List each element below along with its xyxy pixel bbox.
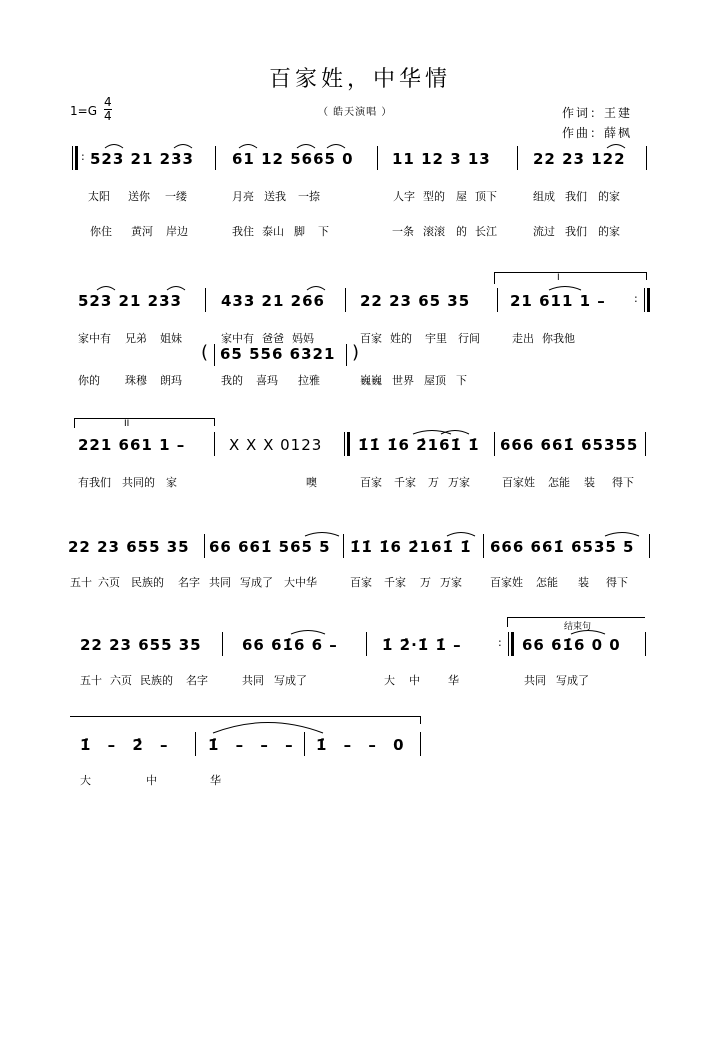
- barline: [646, 146, 647, 170]
- measure: 11 12 3 13: [392, 150, 491, 168]
- measure: 1̇ – – –: [208, 736, 299, 754]
- singer-note: （ 皓天演唱 ）: [318, 107, 393, 118]
- lyric: 你的: [78, 374, 100, 387]
- lyric: 民族的: [140, 674, 173, 687]
- volta-label: I: [557, 273, 560, 283]
- lyric: 装: [578, 576, 589, 589]
- lyric: 万家: [440, 576, 462, 589]
- lyric: 黄河: [131, 225, 153, 238]
- measure: 1̇ – – 0: [316, 736, 410, 754]
- lyric: 中: [409, 674, 420, 687]
- lyric: 巍巍: [360, 374, 382, 387]
- lyric: 万: [420, 576, 431, 589]
- barline: [205, 288, 206, 312]
- barline: [517, 146, 518, 170]
- coda-bracket: [70, 716, 420, 717]
- composer-credit: 作曲：薛枫: [562, 126, 633, 140]
- barline: [214, 432, 215, 456]
- lyric: 写成了: [240, 576, 273, 589]
- lyric: 华: [210, 774, 221, 787]
- lyric: 泰山: [262, 225, 284, 238]
- slur-mark: [606, 141, 626, 149]
- barline: [304, 732, 305, 756]
- slur-mark: [548, 283, 582, 291]
- lyric: 的家: [598, 190, 620, 203]
- alt-close-paren: ): [352, 342, 360, 363]
- lyric: 人字: [393, 190, 415, 203]
- lyric: 百家: [350, 576, 372, 589]
- barline: [649, 534, 650, 558]
- barline: [483, 534, 484, 558]
- lyric: 姐妹: [160, 332, 182, 345]
- song-title: 百家姓，中华情: [268, 67, 451, 92]
- lyric: 屋: [456, 190, 467, 203]
- measure: 1̇1̇ 1̇6 2̇161̇ 1̇: [358, 436, 480, 454]
- lyric: 千家: [394, 476, 416, 489]
- time-signature-top: 4: [104, 95, 112, 109]
- repeat-start-barline-thick: [75, 146, 78, 170]
- measure: 22 23 122: [533, 150, 626, 168]
- lyric: 百家姓: [502, 476, 535, 489]
- repeat-dots: :: [634, 292, 638, 305]
- lyric: 长江: [475, 225, 497, 238]
- lyric: 妈妈: [292, 332, 314, 345]
- barline: [497, 288, 498, 312]
- lyric: 共同: [242, 674, 264, 687]
- lyric: 民族的: [131, 576, 164, 589]
- barline: [195, 732, 196, 756]
- lyric: 家中有: [78, 332, 111, 345]
- lyric: 屋顶: [424, 374, 446, 387]
- lyric: 你住: [90, 225, 112, 238]
- repeat-dots: :: [81, 150, 85, 163]
- lyric: 一条: [392, 225, 414, 238]
- lyric: 大: [80, 774, 91, 787]
- slur-mark: [446, 529, 476, 537]
- lyric: 华: [448, 674, 459, 687]
- lyric: 的家: [598, 225, 620, 238]
- lyric: 得下: [606, 576, 628, 589]
- measure: 523 21 233: [90, 150, 194, 168]
- slur-mark: [570, 627, 606, 635]
- slur-mark: [104, 141, 124, 149]
- lyric: 六页: [98, 576, 120, 589]
- alt-barline: [346, 344, 347, 366]
- barline: [343, 534, 344, 558]
- lyric: 送我: [264, 190, 286, 203]
- lyric: 流过: [533, 225, 555, 238]
- volta-label: II: [124, 419, 130, 429]
- lyric: 姓的: [390, 332, 412, 345]
- lyric: 送你: [128, 190, 150, 203]
- volta-bracket: [494, 272, 646, 273]
- lyric: 我住: [232, 225, 254, 238]
- slur-mark: [296, 141, 316, 149]
- barline: [345, 288, 346, 312]
- lyric: 中: [146, 774, 157, 787]
- coda-label: 结束句: [564, 622, 592, 632]
- measure: 66 661̇ 565 5: [209, 538, 331, 556]
- lyric: 千家: [384, 576, 406, 589]
- slur-mark: [96, 283, 116, 291]
- slur-mark: [604, 529, 640, 537]
- measure: 666 661̇ 65355: [500, 436, 639, 454]
- lyric: 岸边: [166, 225, 188, 238]
- alt-measure: 65 556 6321: [220, 345, 336, 363]
- lyric: 五十: [80, 674, 102, 687]
- lyric: 百家: [360, 332, 382, 345]
- barline: [215, 146, 216, 170]
- time-signature: [104, 96, 112, 123]
- barline: [420, 732, 421, 756]
- lyric: 珠穆: [125, 374, 147, 387]
- lyric: 写成了: [556, 674, 589, 687]
- lyric: 怎能: [536, 576, 558, 589]
- lyric: 兄弟: [125, 332, 147, 345]
- lyric: 万家: [448, 476, 470, 489]
- measure: 66 61̇6 6 –: [242, 636, 338, 654]
- measure: 61 12 5665 0: [232, 150, 354, 168]
- measure: 1̇ – 2̇ –: [80, 736, 174, 754]
- lyric: 世界: [392, 374, 414, 387]
- lyric: 拉雅: [298, 374, 320, 387]
- barline: [204, 534, 205, 558]
- measure: 1̇ 2̇·1̇ 1̇ –: [382, 636, 462, 654]
- lyric: 五十: [70, 576, 92, 589]
- alt-barline: [214, 344, 215, 366]
- key-signature: 1=G: [70, 104, 97, 118]
- lyric: 我的: [221, 374, 243, 387]
- lyric: 家中有: [221, 332, 254, 345]
- slur-mark: [166, 283, 186, 291]
- lyric: 六页: [110, 674, 132, 687]
- barline: [645, 432, 646, 456]
- measure: X X X 0123: [229, 436, 323, 454]
- lyric: 你我他: [542, 332, 575, 345]
- alt-open-paren: (: [201, 342, 209, 363]
- slur-mark: [326, 141, 346, 149]
- lyric: 型的: [423, 190, 445, 203]
- measure: 666 661̇ 6535 5: [490, 538, 635, 556]
- lyric: 我们: [565, 190, 587, 203]
- repeat-end-barline: [508, 632, 509, 656]
- lyric: 百家姓: [490, 576, 523, 589]
- lyric: 共同: [524, 674, 546, 687]
- lyric: 共同的: [122, 476, 155, 489]
- lyric: 万: [428, 476, 439, 489]
- measure: 22 23 655 35: [80, 636, 202, 654]
- lyric: 名字: [178, 576, 200, 589]
- slur-mark: [440, 427, 470, 435]
- lyric: 家: [166, 476, 177, 489]
- lyric: 行间: [458, 332, 480, 345]
- barline: [645, 632, 646, 656]
- lyric: 滚滚: [423, 225, 445, 238]
- lyric: 有我们: [78, 476, 111, 489]
- slur-mark: [238, 141, 258, 149]
- lyric: 共同: [209, 576, 231, 589]
- tie-mark: [212, 718, 324, 734]
- repeat-end-barline-thick: [511, 632, 514, 656]
- lyric: 得下: [612, 476, 634, 489]
- lyric: 一缕: [165, 190, 187, 203]
- slur-mark: [290, 627, 326, 635]
- lyric: 下: [318, 225, 329, 238]
- barline: [222, 632, 223, 656]
- lyric: 装: [584, 476, 595, 489]
- repeat-end-barline-thick: [647, 288, 650, 312]
- volta-bracket: [74, 418, 214, 419]
- time-signature-bottom: 4: [104, 109, 112, 123]
- lyric: 大: [384, 674, 395, 687]
- lyric: 百家: [360, 476, 382, 489]
- lyric: 爸爸: [262, 332, 284, 345]
- slur-mark: [304, 529, 340, 537]
- lyric: 名字: [186, 674, 208, 687]
- measure: 21 611 1 –: [510, 292, 606, 310]
- repeat-start-barline: [344, 432, 345, 456]
- measure: 22 23 65 35: [360, 292, 471, 310]
- lyric: 一捺: [298, 190, 320, 203]
- measure: 22 23 655 35: [68, 538, 190, 556]
- slur-mark: [306, 283, 326, 291]
- barline: [377, 146, 378, 170]
- coda-bracket: [507, 617, 645, 618]
- lyric: 宇里: [425, 332, 447, 345]
- lyricist-credit: 作词：王建: [562, 106, 633, 120]
- measure: 66 61̇6 0 0: [522, 636, 621, 654]
- measure: 1̇1̇ 1̇6 2̇161̇ 1̇: [350, 538, 472, 556]
- lyric: 朗玛: [160, 374, 182, 387]
- lyric: 下: [456, 374, 467, 387]
- barline: [494, 432, 495, 456]
- lyric: 怎能: [548, 476, 570, 489]
- lyric: 写成了: [274, 674, 307, 687]
- lyric: 顶下: [475, 190, 497, 203]
- lyric: 的: [456, 225, 467, 238]
- volta-bracket-edge: [214, 418, 215, 426]
- volta-bracket-edge: [646, 272, 647, 280]
- measure: 221 661 1 –: [78, 436, 186, 454]
- lyric: 我们: [565, 225, 587, 238]
- measure: 523 21 233: [78, 292, 182, 310]
- volta-bracket-edge: [74, 418, 75, 428]
- slur-mark: [173, 141, 193, 149]
- lyric: 脚: [294, 225, 305, 238]
- repeat-end-barline: [644, 288, 645, 312]
- repeat-start-barline-thick: [347, 432, 350, 456]
- lyric: 喜玛: [256, 374, 278, 387]
- measure: 433 21 266: [221, 292, 325, 310]
- lyric: 月亮: [232, 190, 254, 203]
- lyric: 噢: [306, 476, 317, 489]
- repeat-dots: :: [498, 636, 502, 649]
- lyric: 组成: [533, 190, 555, 203]
- lyric: 大中华: [284, 576, 317, 589]
- volta-bracket-edge: [494, 272, 495, 284]
- coda-bracket-edge: [420, 716, 421, 724]
- coda-bracket-edge: [507, 617, 508, 627]
- lyric: 太阳: [88, 190, 110, 203]
- barline: [366, 632, 367, 656]
- repeat-start-barline: [72, 146, 73, 170]
- lyric: 走出: [512, 332, 534, 345]
